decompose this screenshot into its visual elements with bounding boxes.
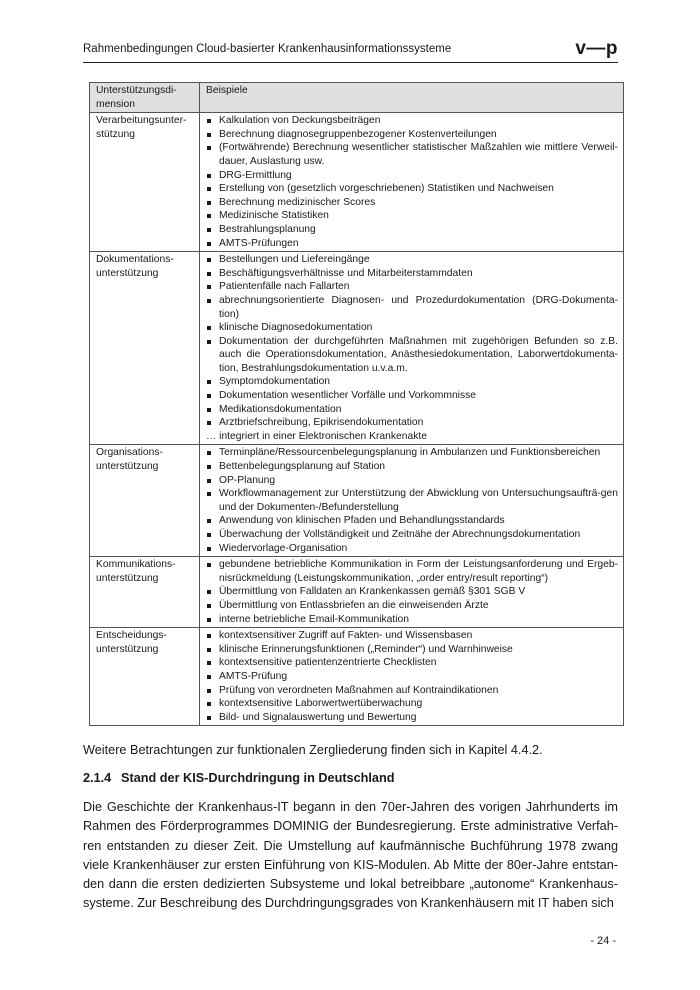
list-item: Kalkulation von Deckungsbeiträgen [206, 114, 618, 128]
list-item: Prüfung von verordneten Maßnahmen auf Kontraindikationen [206, 684, 618, 698]
list-item: Anwendung von klinischen Pfaden und Behandlungsstandards [206, 514, 618, 528]
dimension-cell: Verarbeitungsunter-stützung [90, 113, 200, 252]
examples-cell [200, 113, 624, 252]
dimension-cell: Dokumentations-unterstützung [90, 252, 200, 445]
examples-cell [200, 445, 624, 557]
list-item: AMTS-Prüfung [206, 670, 618, 684]
page-number: - 24 - [590, 935, 616, 947]
examples-cell [200, 628, 624, 726]
body-paragraph: Die Geschichte der Krankenhaus-IT begann in den 70er-Jahren des vorigen Jahrhunderts im Rahmen des Förderprogrammes DOMINIG der Bundesregierung. Erste administrative Verfah-ren entstanden zu dieser Zeit. Die Umstellung auf kaufmännische Buchführung 1978 zwang viele Krankenhäuser zur ersten Einführung von KIS-Modulen. Ab Mitte der 80er-Jahre entstan-den dann die ersten dedizierten Subsysteme und lokal betreibbare „autonome“ Krankenhaus-systeme. Zur Beschreibung des Durchdringungsgrades von Krankenhäusern mit IT haben sich [83, 800, 618, 911]
examples-list [206, 114, 618, 250]
list-item: Übermittlung von Falldaten an Krankenkassen gemäß §301 SGB V [206, 585, 618, 599]
list-item: Bestrahlungsplanung [206, 223, 618, 237]
column-header-examples: Beispiele [200, 83, 624, 113]
list-item: Patientenfälle nach Fallarten [206, 280, 618, 294]
list-item: gebundene betriebliche Kommunikation in Form der Leistungsanforderung und Ergeb-nisrückmeldung (Leistungskommunikation, „order entry/result reporting“) [206, 558, 618, 585]
list-item: Workflowmanagement zur Unterstützung der Abwicklung von Untersuchungsaufträ-gen und der Dokumenten-/Befunderstellung [206, 487, 618, 514]
list-item: Medizinische Statistiken [206, 209, 618, 223]
examples-cell [200, 557, 624, 628]
examples-list [206, 253, 618, 430]
examples-list [206, 446, 618, 555]
list-item: Erstellung von (gesetzlich vorgeschriebenen) Statistiken und Nachweisen [206, 182, 618, 196]
section-heading [83, 771, 395, 785]
examples-list [206, 558, 618, 626]
support-dimensions-table [89, 82, 624, 726]
list-item: DRG-Ermittlung [206, 169, 618, 183]
table-followup-note: Weitere Betrachtungen zur funktionalen Zergliederung finden sich in Kapitel 4.4.2. [83, 743, 543, 757]
list-item: kontextsensitive Laborwertwertüberwachung [206, 697, 618, 711]
dimension-cell: Entscheidungs-unterstützung [90, 628, 200, 726]
table-header-row [90, 83, 624, 113]
list-item: Beschäftigungsverhältnisse und Mitarbeiterstammdaten [206, 267, 618, 281]
dimension-cell: Kommunikations-unterstützung [90, 557, 200, 628]
list-item: Medikationsdokumentation [206, 403, 618, 417]
list-item: (Fortwährende) Berechnung wesentlicher statistischer Maßzahlen wie mittlere Verweil-dauer, Auslastung usw. [206, 141, 618, 168]
list-item: Terminpläne/Ressourcenbelegungsplanung in Ambulanzen und Funktionsbereichen [206, 446, 618, 460]
list-item: Bild- und Signalauswertung und Bewertung [206, 711, 618, 725]
list-item: Arztbriefschreibung, Epikrisendokumentation [206, 416, 618, 430]
list-item: klinische Erinnerungsfunktionen („Reminder“) und Warnhinweise [206, 643, 618, 657]
list-item: Bestellungen und Liefereingänge [206, 253, 618, 267]
examples-list [206, 629, 618, 724]
list-item: Berechnung medizinischer Scores [206, 196, 618, 210]
publisher-logo: v—p [575, 38, 618, 59]
examples-trailer: … integriert in einer Elektronischen Krankenakte [206, 430, 427, 442]
list-item: AMTS-Prüfungen [206, 237, 618, 251]
page-header [83, 38, 618, 63]
list-item: Berechnung diagnosegruppenbezogener Kostenverteilungen [206, 128, 618, 142]
table-row [90, 252, 624, 445]
examples-cell [200, 252, 624, 445]
column-header-dimension: Unterstützungsdi-mension [90, 83, 200, 113]
header-title: Rahmenbedingungen Cloud-basierter Krankenhausinformationssysteme [83, 43, 452, 55]
list-item: klinische Diagnosedokumentation [206, 321, 618, 335]
section-number: 2.1.4 [83, 771, 112, 785]
list-item: Überwachung der Vollständigkeit und Zeitnähe der Abrechnungsdokumentation [206, 528, 618, 542]
list-item: kontextsensitive patientenzentrierte Checklisten [206, 656, 618, 670]
list-item: Dokumentation der durchgeführten Maßnahmen mit zugehörigen Befunden so z.B. auch die Operationsdokumentation, Anästhesiedokumentation, Laborwertdokumenta-tion, Bestrahlungsdokumentation u.v.a.m. [206, 335, 618, 376]
list-item: Symptomdokumentation [206, 375, 618, 389]
list-item: Dokumentation wesentlicher Vorfälle und Vorkommnisse [206, 389, 618, 403]
list-item: OP-Planung [206, 474, 618, 488]
section-title: Stand der KIS-Durchdringung in Deutschland [121, 771, 395, 785]
list-item: kontextsensitiver Zugriff auf Fakten- und Wissensbasen [206, 629, 618, 643]
list-item: interne betriebliche Email-Kommunikation [206, 613, 618, 627]
list-item: Übermittlung von Entlassbriefen an die einweisenden Ärzte [206, 599, 618, 613]
table-row [90, 628, 624, 726]
dimension-cell: Organisations-unterstützung [90, 445, 200, 557]
list-item: Wiedervorlage-Organisation [206, 542, 618, 556]
table-row [90, 445, 624, 557]
list-item: abrechnungsorientierte Diagnosen- und Prozedurdokumentation (DRG-Dokumenta-tion) [206, 294, 618, 321]
list-item: Bettenbelegungsplanung auf Station [206, 460, 618, 474]
table-row [90, 113, 624, 252]
table-row [90, 557, 624, 628]
